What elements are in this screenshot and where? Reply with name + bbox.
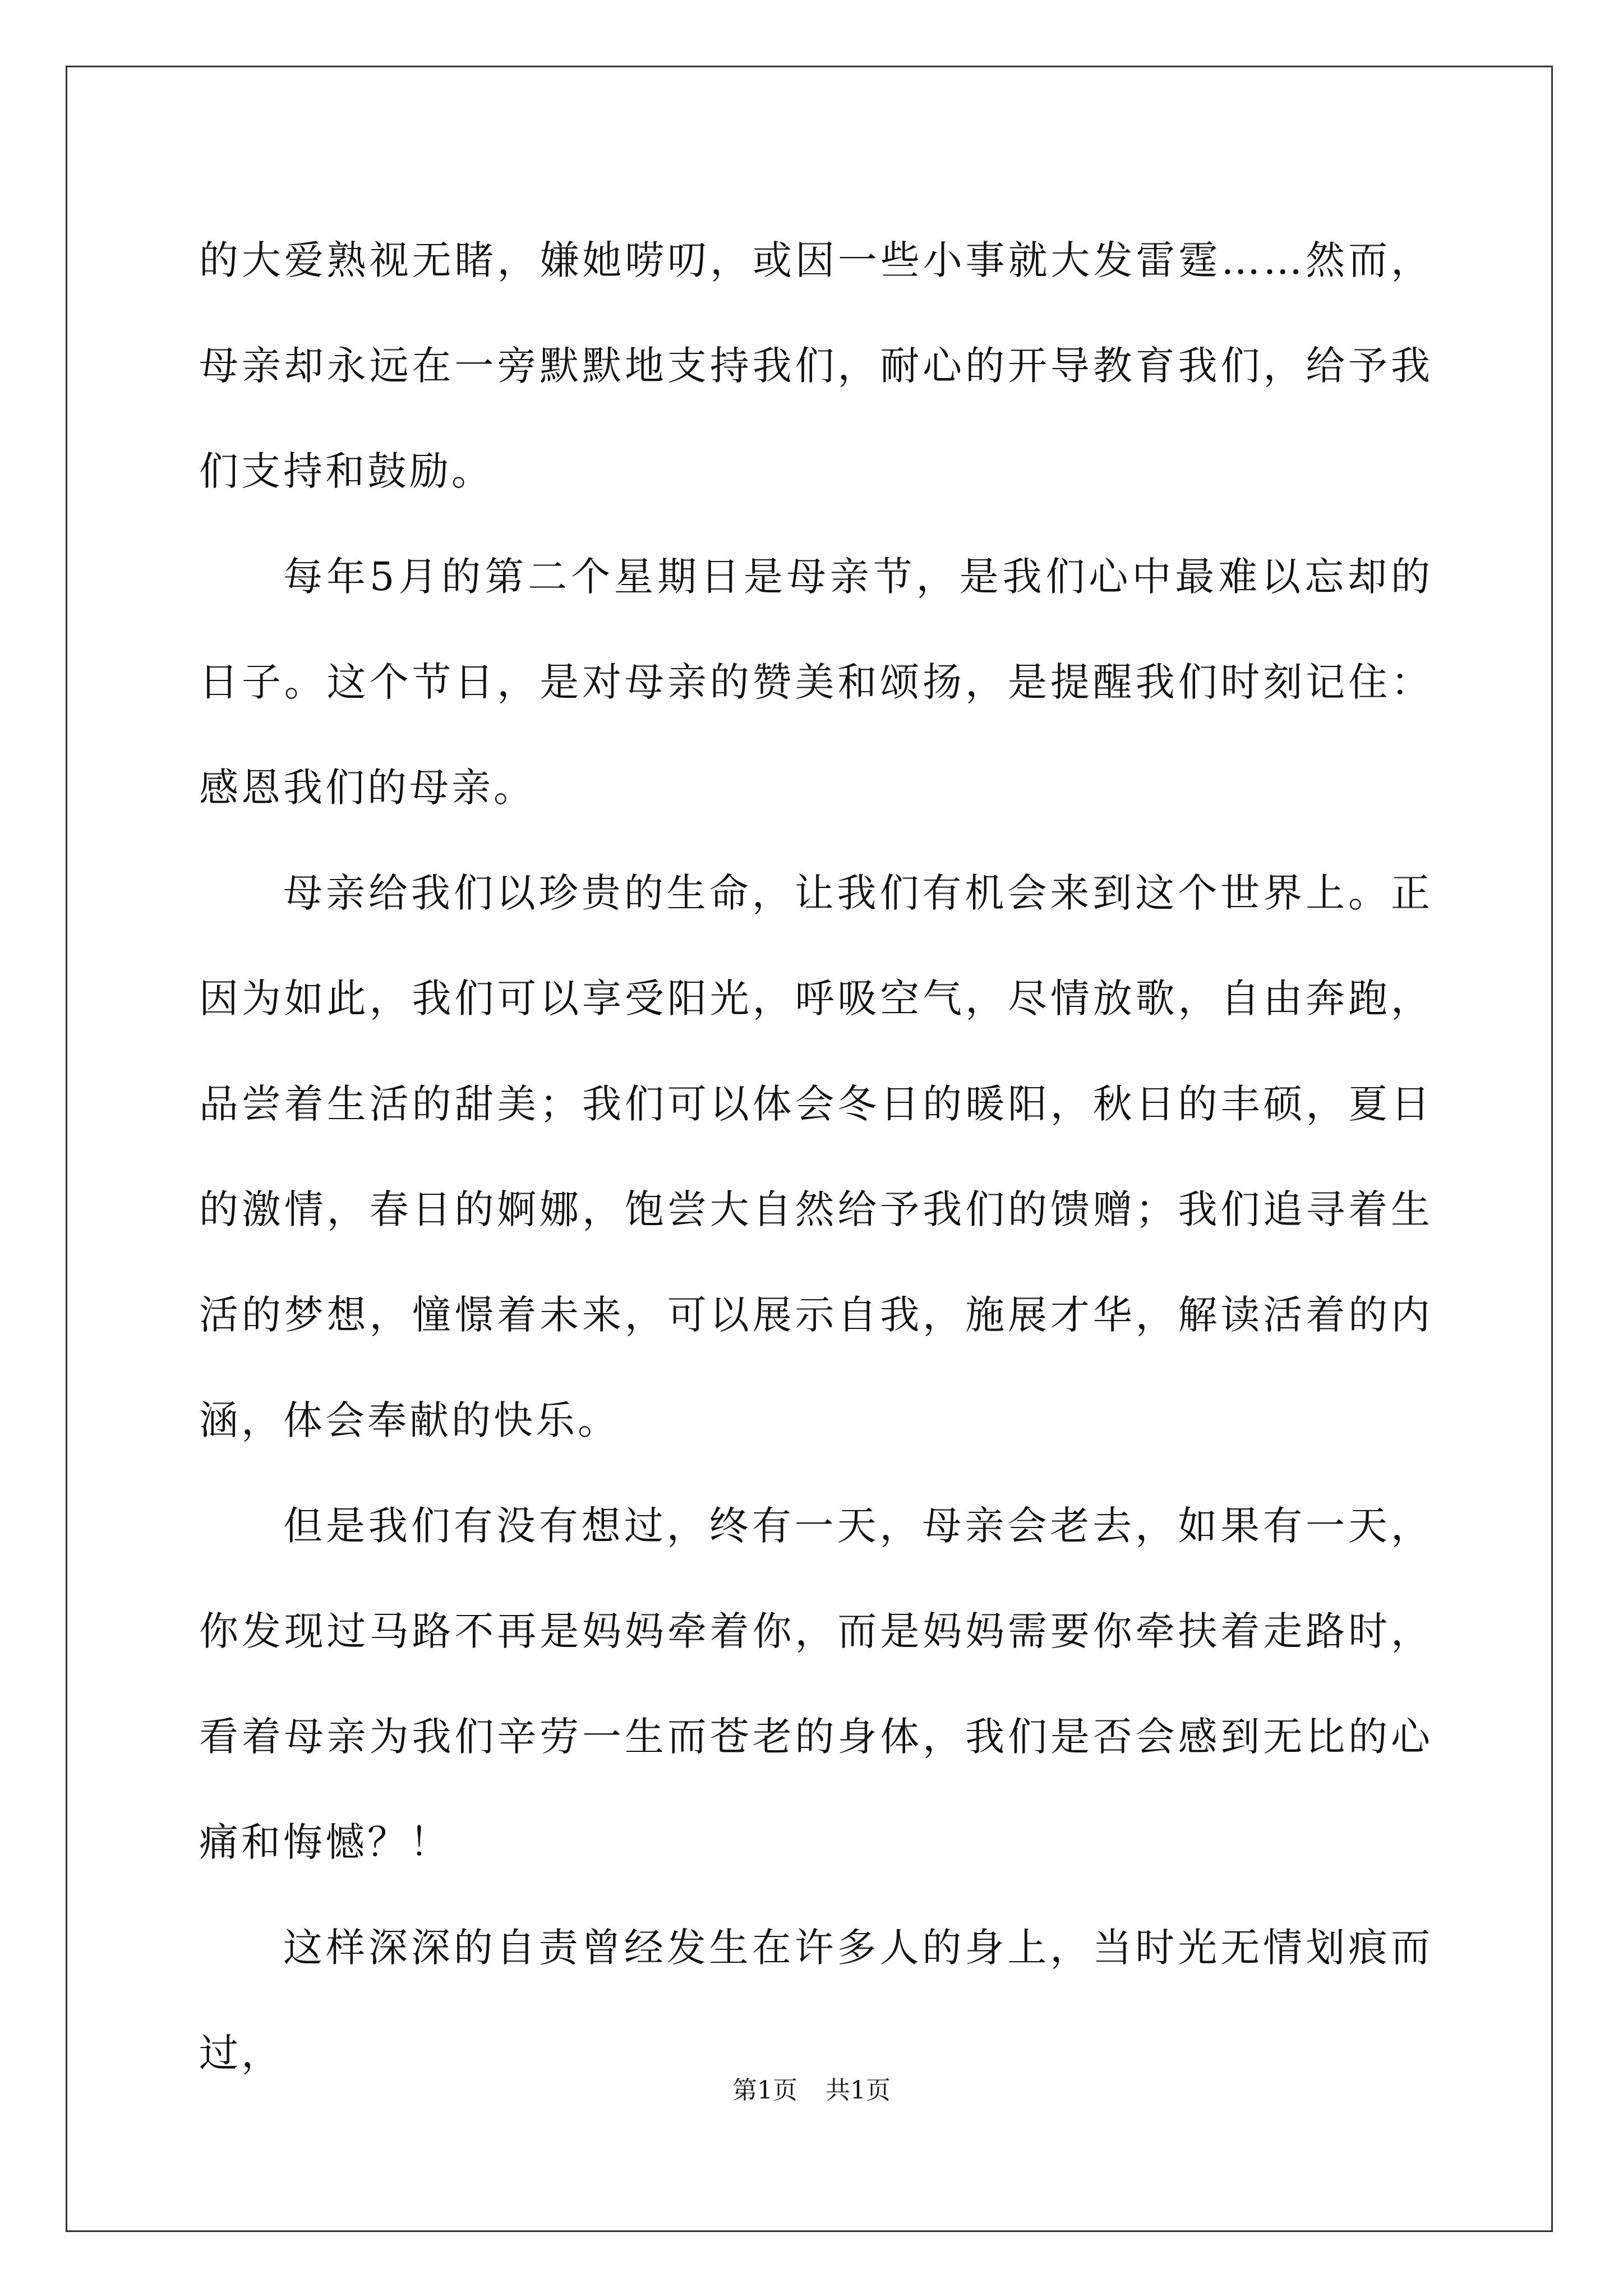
document-body xyxy=(199,208,1433,2106)
paragraph-4: 但是我们有没有想过，终有一天，母亲会老去，如果有一天，你发现过马路不再是妈妈牵着你，而是妈妈需要你牵扶着走路时，看着母亲为我们辛劳一生而苍老的身体，我们是否会感到无比的心痛和悔憾？！ xyxy=(199,1503,1433,1865)
page-footer xyxy=(0,2070,1623,2106)
page-number-total: 共1页 xyxy=(826,2076,891,2105)
paragraph-3: 母亲给我们以珍贵的生命，让我们有机会来到这个世界上。正因为如此，我们可以享受阳光，呼吸空气，尽情放歌，自由奔跑，品尝着生活的甜美；我们可以体会冬日的暖阳，秋日的丰硕，夏日的激情，春日的婀娜，饱尝大自然给予我们的馈赠；我们追寻着生活的梦想，憧憬着未来，可以展示自我，施展才华，解读活着的内涵，体会奉献的快乐。 xyxy=(199,870,1433,1443)
paragraph-2: 每年5月的第二个星期日是母亲节，是我们心中最难以忘却的日子。这个节日，是对母亲的赞美和颂扬，是提醒我们时刻记住：感恩我们的母亲。 xyxy=(199,554,1433,811)
paragraph-1: 的大爱熟视无睹，嫌她唠叨，或因一些小事就大发雷霆……然而，母亲却永远在一旁默默地支持我们，耐心的开导教育我们，给予我们支持和鼓励。 xyxy=(199,237,1433,494)
page-number-current: 第1页 xyxy=(732,2076,797,2105)
paragraph-5: 这样深深的自责曾经发生在许多人的身上，当时光无情划痕而过， xyxy=(199,1925,1433,2076)
